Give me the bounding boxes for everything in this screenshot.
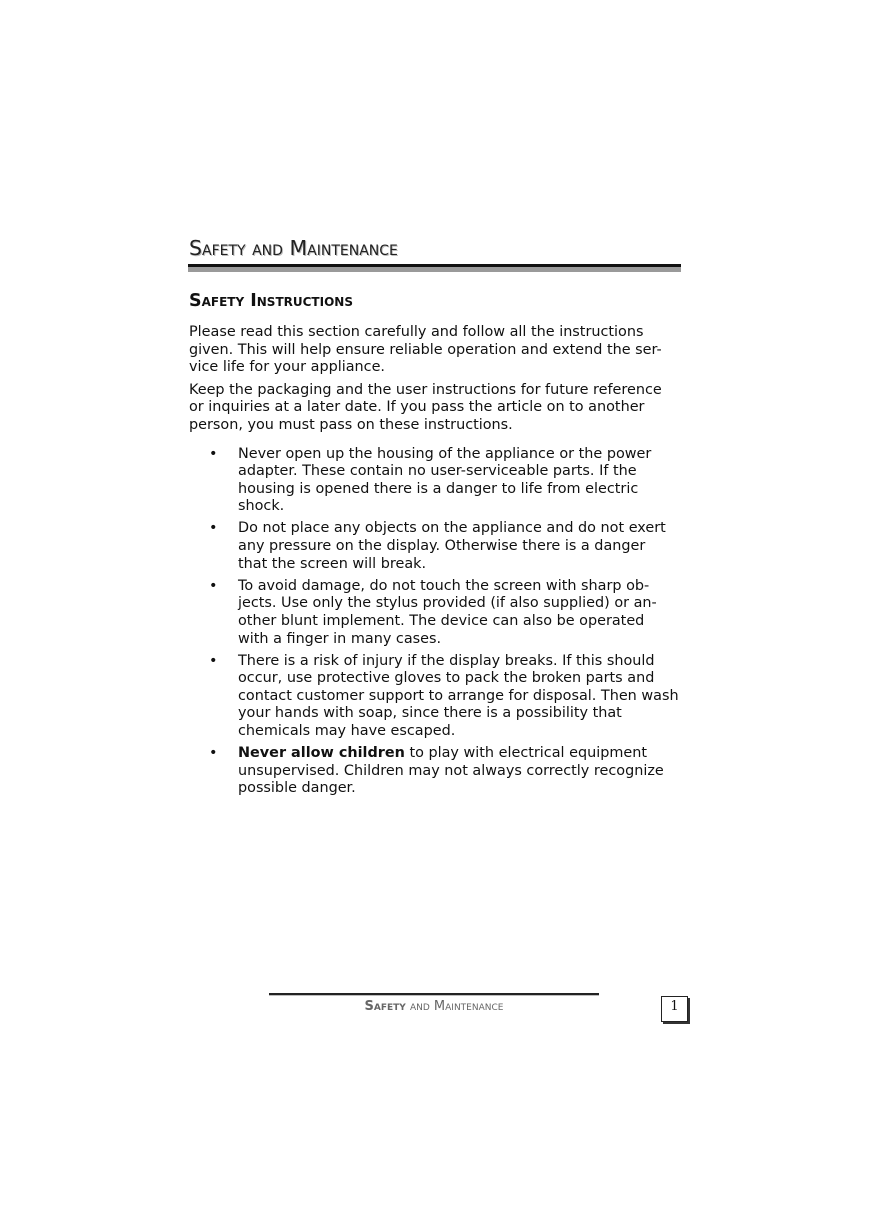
bullet-icon: • <box>209 745 218 762</box>
footer-rule-shadow <box>269 995 599 996</box>
chapter-title-rule-shadow <box>188 267 681 272</box>
bullet-text: There is a risk of injury if the display breaks. If this should occur, use protective gloves to pack the broken parts and contact customer support to arrange for disposal. Then wash your hands with soap, since there is a possibility that chemicals may have escaped. <box>238 652 679 739</box>
page-number: 1 <box>661 996 688 1022</box>
packaging-paragraph: Keep the packaging and the user instructions for future reference or inquiries at a later date. If you pass the article on to another person, you must pass on these instructions. <box>189 381 662 433</box>
list-item <box>189 745 679 798</box>
list-item <box>189 578 679 648</box>
safety-bullet-list <box>189 446 679 798</box>
bullet-icon: • <box>209 577 218 594</box>
footer-title-bold: Safety <box>364 999 406 1014</box>
list-item <box>189 520 679 573</box>
list-item <box>189 653 679 741</box>
chapter-title: Safety and Maintenance <box>189 236 398 260</box>
footer-chapter-label <box>269 999 599 1014</box>
bullet-icon: • <box>209 652 218 669</box>
bullet-text: Never open up the housing of the appliance or the power adapter. These contain no user-serviceable parts. If the housing is opened there is a danger to life from electric shock. <box>238 445 652 515</box>
section-title: Safety Instructions <box>189 291 353 311</box>
bullet-text: To avoid damage, do not touch the screen with sharp ob-jects. Use only the stylus provided (if also supplied) or an-other blunt implement. The device can also be operated with a finger in many cases. <box>238 577 657 647</box>
main-content <box>189 324 679 802</box>
intro-paragraph: Please read this section carefully and follow all the instructions given. This will help ensure reliable operation and extend the ser-vice life for your appliance. <box>189 324 662 376</box>
bullet-bold-text: Never allow children <box>238 745 405 762</box>
bullet-icon: • <box>209 445 218 462</box>
bullet-text: to play with electrical equipment unsupervised. Children may not always correctly recognize possible danger. <box>238 745 664 797</box>
bullet-icon: • <box>209 520 218 537</box>
bullet-text: Do not place any objects on the appliance and do not exert any pressure on the display. Otherwise there is a danger that the screen will break. <box>238 520 666 572</box>
list-item <box>189 446 679 516</box>
footer-title-rest: and Maintenance <box>405 999 504 1014</box>
